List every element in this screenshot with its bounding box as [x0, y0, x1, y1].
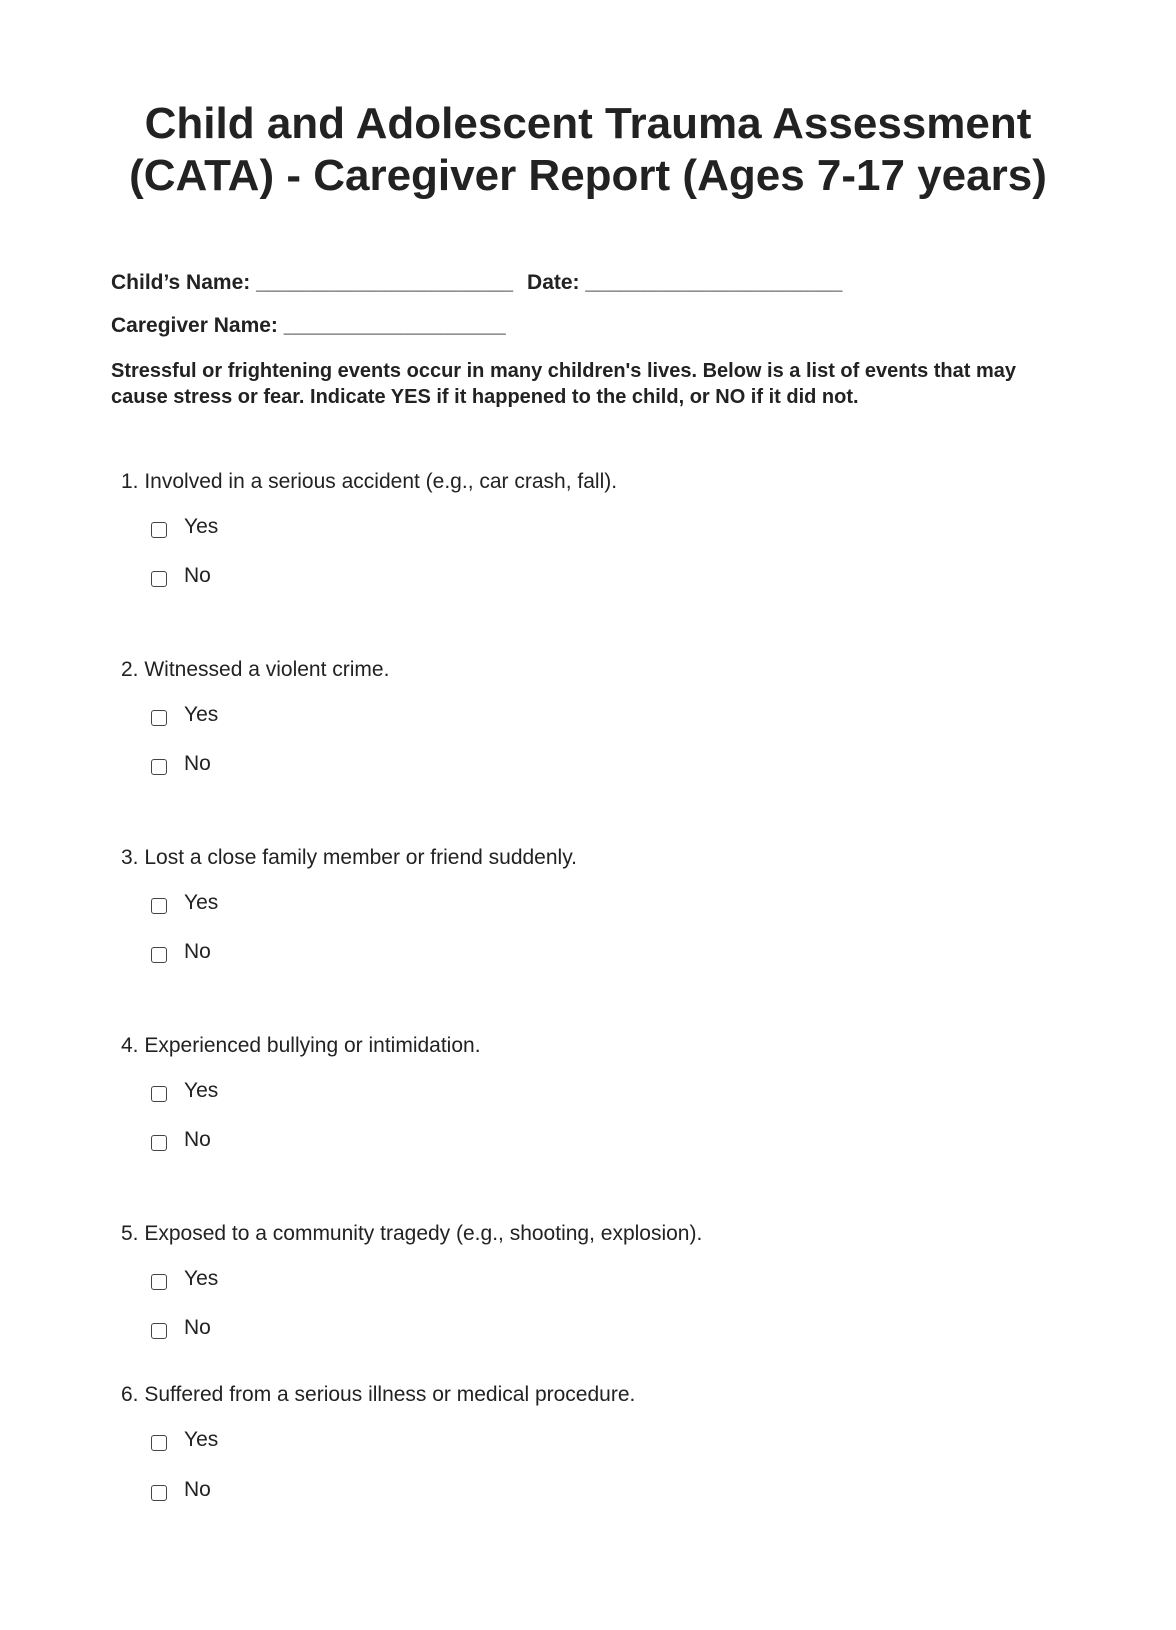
option-label: No: [184, 1128, 211, 1151]
caregiver-row: [111, 313, 506, 339]
question-3-no-option[interactable]: [151, 939, 211, 965]
title-line-2: (CATA) - Caregiver Report (Ages 7-17 years): [129, 151, 1047, 200]
question-3: 3. Lost a close family member or friend suddenly.: [121, 846, 577, 869]
question-4: 4. Experienced bullying or intimidation.: [121, 1034, 481, 1057]
option-label: No: [184, 940, 211, 963]
checkbox-icon[interactable]: [151, 898, 167, 914]
checkbox-icon[interactable]: [151, 571, 167, 587]
child-name-field[interactable]: Child’s Name: ______________________: [111, 271, 514, 294]
question-4-no-option[interactable]: [151, 1127, 211, 1153]
checkbox-icon[interactable]: [151, 1323, 167, 1339]
checkbox-icon[interactable]: [151, 1274, 167, 1290]
question-6-yes-option[interactable]: [151, 1427, 218, 1453]
question-5-yes-option[interactable]: [151, 1266, 218, 1292]
checkbox-icon[interactable]: [151, 1435, 167, 1451]
checkbox-icon[interactable]: [151, 522, 167, 538]
date-field[interactable]: Date: ______________________: [527, 271, 843, 294]
question-6: 6. Suffered from a serious illness or medical procedure.: [121, 1383, 636, 1406]
option-label: Yes: [184, 1428, 219, 1451]
page-title: [80, 98, 1096, 202]
option-label: No: [184, 1316, 211, 1339]
question-6-no-option[interactable]: [151, 1477, 211, 1503]
question-2: 2. Witnessed a violent crime.: [121, 658, 390, 681]
name-date-row: [111, 270, 842, 296]
checkbox-icon[interactable]: [151, 1086, 167, 1102]
checkbox-icon[interactable]: [151, 710, 167, 726]
option-label: No: [184, 752, 211, 775]
question-1-yes-option[interactable]: [151, 514, 218, 540]
question-1-no-option[interactable]: [151, 563, 211, 589]
option-label: Yes: [184, 891, 219, 914]
question-2-no-option[interactable]: [151, 751, 211, 777]
checkbox-icon[interactable]: [151, 1135, 167, 1151]
checkbox-icon[interactable]: [151, 1485, 167, 1501]
question-4-yes-option[interactable]: [151, 1078, 218, 1104]
question-3-yes-option[interactable]: [151, 890, 218, 916]
option-label: No: [184, 1478, 211, 1501]
question-5-no-option[interactable]: [151, 1315, 211, 1341]
question-5: 5. Exposed to a community tragedy (e.g., shooting, explosion).: [121, 1222, 703, 1245]
question-2-yes-option[interactable]: [151, 702, 218, 728]
option-label: Yes: [184, 703, 219, 726]
option-label: No: [184, 564, 211, 587]
option-label: Yes: [184, 515, 219, 538]
caregiver-name-field[interactable]: Caregiver Name: ___________________: [111, 314, 506, 337]
checkbox-icon[interactable]: [151, 947, 167, 963]
question-1: 1. Involved in a serious accident (e.g., car crash, fall).: [121, 470, 618, 493]
option-label: Yes: [184, 1079, 219, 1102]
instructions-text: Stressful or frightening events occur in many children's lives. Below is a list of events that may cause stress or fear. Indicate YES if it happened to the child, or NO if it did not.: [111, 360, 1017, 408]
checkbox-icon[interactable]: [151, 759, 167, 775]
option-label: Yes: [184, 1267, 219, 1290]
title-line-1: Child and Adolescent Trauma Assessment: [144, 99, 1032, 148]
